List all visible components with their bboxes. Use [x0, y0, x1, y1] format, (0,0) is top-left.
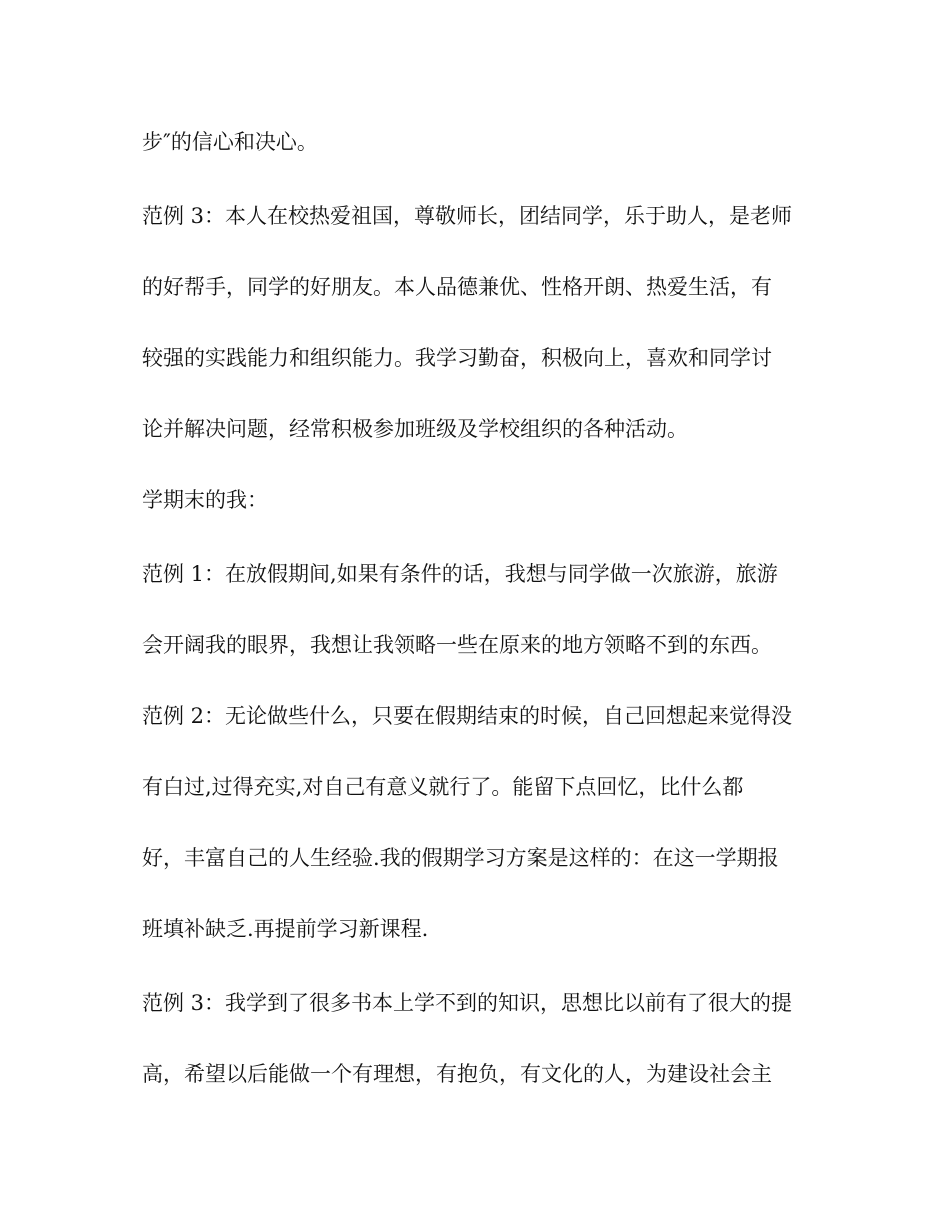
text-line: 论并解决问题，经常积极参加班级及学校组织的各种活动。 — [142, 417, 688, 441]
text-line: 高，希望以后能做一个有理想，有抱负，有文化的人，为建设社会主 — [142, 1062, 772, 1086]
text-line: 的好帮手，同学的好朋友。本人品德兼优、性格开朗、热爱生活，有 — [142, 275, 772, 299]
text-line: 班填补缺乏.再提前学习新课程. — [142, 917, 429, 941]
text-line: 会开阔我的眼界，我想让我领略一些在原来的地方领略不到的东西。 — [142, 633, 772, 657]
text-line: 范例 1：在放假期间,如果有条件的话，我想与同学做一次旅游，旅游 — [142, 562, 778, 586]
text-line: 范例 3：本人在校热爱祖国，尊敬师长，团结同学，乐于助人，是老师 — [142, 204, 793, 228]
section-heading: 学期末的我： — [142, 488, 268, 512]
text-line: 范例 2：无论做些什么，只要在假期结束的时候，自己回想起来觉得没 — [142, 704, 793, 728]
text-line: 范例 3：我学到了很多书本上学不到的知识，思想比以前有了很大的提 — [142, 991, 793, 1015]
text-line: 步″的信心和决心。 — [142, 130, 318, 154]
text-line: 好，丰富自己的人生经验.我的假期学习方案是这样的：在这一学期报 — [142, 846, 779, 870]
text-line: 较强的实践能力和组织能力。我学习勤奋，积极向上，喜欢和同学讨 — [142, 346, 772, 370]
text-line: 有白过,过得充实,对自己有意义就行了。能留下点回忆，比什么都 — [142, 775, 744, 799]
